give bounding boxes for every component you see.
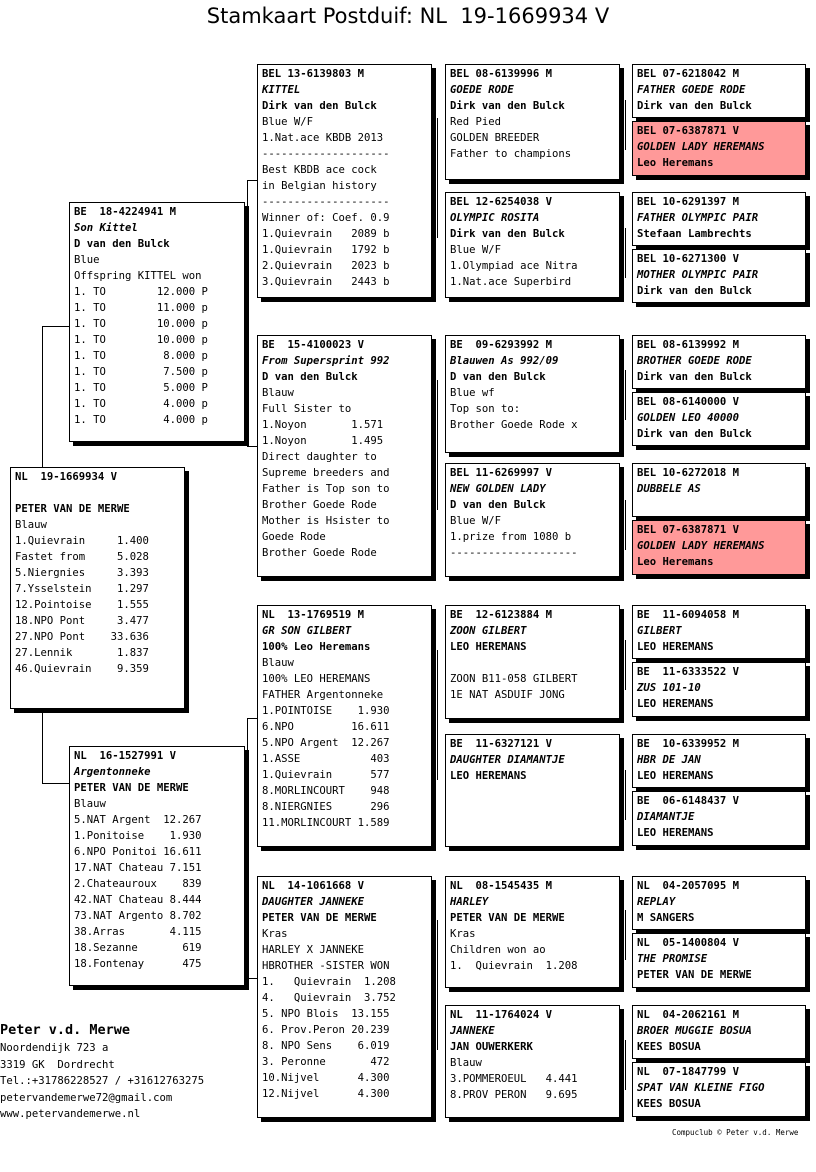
info-line: 12.Pointoise 1.555 [15, 599, 149, 611]
connector-line [42, 326, 70, 327]
info-line: 18.NPO Pont 3.477 [15, 615, 149, 627]
info-line [450, 655, 615, 671]
ring-number: NL 16-1527991 V [74, 750, 177, 762]
info-line: HBROTHER -SISTER WON [262, 960, 390, 972]
breeder: LEO HEREMANS [637, 698, 714, 710]
connector-line [247, 978, 257, 979]
ancestor-card [632, 192, 806, 246]
info-line: 1.Ponitoise 1.930 [74, 830, 202, 842]
info-line: Brother Goede Rode [262, 547, 377, 559]
info-line: Blue W/F [262, 116, 314, 128]
ring-number: BEL 08-6139996 M [450, 68, 553, 80]
info-line: FATHER Argentonneke [262, 689, 384, 701]
connector-line [625, 640, 626, 690]
ring-number: NL 08-1545435 M [450, 880, 553, 892]
great-grandparent-card [445, 335, 620, 453]
breeder: Dirk van den Bulck [637, 428, 752, 440]
ring-number: NL 11-1764024 V [450, 1009, 553, 1021]
pigeon-name: HBR DE JAN [637, 754, 701, 766]
mother-card [69, 746, 245, 986]
connector-line [437, 380, 438, 510]
connector-line [247, 180, 248, 446]
info-line: 12.Nijvel 4.300 [262, 1088, 390, 1100]
ring-number: NL 14-1061668 V [262, 880, 365, 892]
info-line: 1.Olympiad ace Nitra [450, 260, 578, 272]
info-line: 1.Quievrain 1.400 [15, 535, 149, 547]
ancestor-card [632, 933, 806, 988]
great-grandparent-card [445, 605, 620, 719]
info-line: 5.NAT Argent 12.267 [74, 814, 202, 826]
info-line: -------------------- [262, 196, 390, 208]
ring-number: BE 09-6293992 M [450, 339, 553, 351]
info-line: Winner of: Coef. 0.9 [262, 212, 390, 224]
info-line: 27.NPO Pont 33.636 [15, 631, 149, 643]
pigeon-name: ZUS 101-10 [637, 682, 701, 694]
breeder: LEO HEREMANS [450, 770, 527, 782]
info-line: 1.Noyon 1.495 [262, 435, 384, 447]
pigeon-name: GOLDEN LADY HEREMANS [637, 540, 765, 552]
info-line: Blauw [262, 387, 294, 399]
ring-number: BEL 11-6269997 V [450, 467, 553, 479]
info-line: 1.Quievrain 2089 b [262, 228, 390, 240]
ancestor-card [632, 1062, 806, 1117]
breeder: D van den Bulck [262, 371, 358, 383]
pigeon-name: HARLEY [450, 896, 489, 908]
pigeon-name: DAUGHTER JANNEKE [262, 896, 365, 908]
breeder: Dirk van den Bulck [262, 100, 377, 112]
ancestor-card [632, 791, 806, 846]
pigeon-name [15, 485, 180, 501]
ring-number: BEL 13-6139803 M [262, 68, 365, 80]
father-card [69, 202, 245, 442]
breeder: Dirk van den Bulck [637, 371, 752, 383]
info-line: Best KBDB ace cock [262, 164, 377, 176]
info-line: 1. TO 10.000 p [74, 318, 208, 330]
great-grandparent-card [445, 463, 620, 577]
ring-number: BEL 07-6387871 V [637, 524, 740, 536]
info-line: Brother Goede Rode x [450, 419, 578, 431]
ring-number: BE 11-6333522 V [637, 666, 740, 678]
pigeon-name: BROER MUGGIE BOSUA [637, 1025, 752, 1037]
owner-block [0, 1020, 204, 1123]
pigeon-name: GOEDE RODE [450, 84, 514, 96]
pigeon-name: OLYMPIC ROSITA [450, 212, 540, 224]
info-line: Kras [450, 928, 476, 940]
info-line: GOLDEN BREEDER [450, 132, 540, 144]
info-line: 73.NAT Argento 8.702 [74, 910, 202, 922]
pigeon-name: Argentonneke [74, 766, 151, 778]
info-line: 1.ASSE 403 [262, 753, 390, 765]
info-line: 2.Chateauroux 839 [74, 878, 202, 890]
info-line: Father is Top son to [262, 483, 390, 495]
owner-email[interactable]: petervandemerwe72@gmail.com [0, 1091, 173, 1104]
info-line: 1. TO 12.000 P [74, 286, 208, 298]
pigeon-name: ZOON GILBERT [450, 625, 527, 637]
breeder: Dirk van den Bulck [637, 100, 752, 112]
info-line: 1. TO 5.000 P [74, 382, 208, 394]
pigeon-name: GR SON GILBERT [262, 625, 352, 637]
breeder: PETER VAN DE MERWE [15, 503, 130, 515]
ring-number: NL 05-1400804 V [637, 937, 740, 949]
pigeon-name: Blauwen As 992/09 [450, 355, 559, 367]
info-line: 1.Quievrain 577 [262, 769, 390, 781]
info-line: 18.Fontenay 475 [74, 958, 202, 970]
connector-line [625, 1040, 626, 1090]
pigeon-name: DIAMANTJE [637, 811, 695, 823]
breeder: Stefaan Lambrechts [637, 228, 752, 240]
info-line: 1.Quievrain 1792 b [262, 244, 390, 256]
connector-line [42, 783, 70, 784]
breeder: LEO HEREMANS [637, 641, 714, 653]
ancestor-card [632, 392, 806, 446]
connector-line [42, 326, 43, 469]
info-line: 1. Quievrain 1.208 [450, 960, 578, 972]
pigeon-name: DUBBELE AS [637, 483, 701, 495]
info-line: Brother Goede Rode [262, 499, 377, 511]
info-line: 17.NAT Chateau 7.151 [74, 862, 202, 874]
ancestor-card [632, 662, 806, 717]
pigeon-name: FATHER OLYMPIC PAIR [637, 212, 759, 224]
ring-number: BEL 10-6272018 M [637, 467, 740, 479]
info-line: 1. TO 8.000 p [74, 350, 208, 362]
connector-line [42, 709, 43, 783]
info-line: Blue [74, 254, 100, 266]
breeder: Leo Heremans [637, 556, 714, 568]
pigeon-name: SPAT VAN KLEINE FIGO [637, 1082, 765, 1094]
great-grandparent-card [445, 1005, 620, 1118]
info-line: 6. Prov.Peron 20.239 [262, 1024, 390, 1036]
ancestor-card-highlighted [632, 520, 806, 575]
info-line: 10.Nijvel 4.300 [262, 1072, 390, 1084]
ancestor-card-highlighted [632, 121, 806, 176]
ring-number: BE 15-4100023 V [262, 339, 365, 351]
owner-city: 3319 GK Dordrecht [0, 1058, 115, 1071]
ring-number: BEL 10-6271300 V [637, 253, 740, 265]
breeder: KEES BOSUA [637, 1098, 701, 1110]
info-line: 6.NPO 16.611 [262, 721, 390, 733]
breeder: KEES BOSUA [637, 1041, 701, 1053]
info-line: 3.Quievrain 2443 b [262, 276, 390, 288]
info-line: Top son to: [450, 403, 521, 415]
breeder: Dirk van den Bulck [637, 285, 752, 297]
owner-address: Noordendijk 723 a [0, 1042, 109, 1054]
breeder: PETER VAN DE MERWE [74, 782, 189, 794]
pigeon-name: BROTHER GOEDE RODE [637, 355, 752, 367]
ring-number: NL 13-1769519 M [262, 609, 365, 621]
info-line: 1. TO 4.000 p [74, 398, 208, 410]
pigeon-name: KITTEL [262, 84, 301, 96]
info-line: Children won ao [450, 944, 546, 956]
ring-number: NL 07-1847799 V [637, 1066, 740, 1078]
info-line: Mother is Hsister to [262, 515, 390, 527]
breeder: PETER VAN DE MERWE [262, 912, 377, 924]
info-line: 4. Quievrain 3.752 [262, 992, 396, 1004]
info-line: 42.NAT Chateau 8.444 [74, 894, 202, 906]
breeder: M SANGERS [637, 912, 695, 924]
connector-line [625, 500, 626, 550]
ancestor-card [632, 335, 806, 389]
info-line: Blue wf [450, 387, 495, 399]
info-line: 1.prize from 1080 b [450, 531, 572, 543]
info-line: -------------------- [450, 547, 578, 559]
pigeon-name: THE PROMISE [637, 953, 708, 965]
info-line: Blue W/F [450, 515, 502, 527]
pigeon-name: JANNEKE [450, 1025, 495, 1037]
grandparent-card [257, 335, 432, 577]
info-line: Goede Rode [262, 531, 326, 543]
breeder: Leo Heremans [637, 157, 714, 169]
pigeon-name: REPLAY [637, 896, 676, 908]
breeder: LEO HEREMANS [637, 770, 714, 782]
info-line: 46.Quievrain 9.359 [15, 663, 149, 675]
connector-line [625, 100, 626, 150]
info-line: Offspring KITTEL won [74, 270, 202, 282]
info-line: 6.NPO Ponitoi 16.611 [74, 846, 202, 858]
pigeon-name: From Supersprint 992 [262, 355, 390, 367]
breeder: 100% Leo Heremans [262, 641, 371, 653]
ring-number: BE 11-6094058 M [637, 609, 740, 621]
ancestor-card [632, 64, 806, 118]
ring-number: BE 18-4224941 M [74, 206, 177, 218]
breeder: PETER VAN DE MERWE [450, 912, 565, 924]
info-line: Kras [262, 928, 288, 940]
ancestor-card [632, 463, 806, 517]
breeder: JAN OUWERKERK [450, 1041, 533, 1053]
info-line: 1E NAT ASDUIF JONG [450, 689, 565, 701]
info-line: Blauw [15, 519, 47, 531]
pigeon-name: GILBERT [637, 625, 682, 637]
ring-number: BEL 10-6291397 M [637, 196, 740, 208]
subject-pigeon-card [10, 467, 185, 709]
info-line: 5. NPO Blois 13.155 [262, 1008, 390, 1020]
connector-line [625, 370, 626, 420]
breeder [637, 497, 801, 513]
ancestor-card [632, 1005, 806, 1059]
info-line: ZOON B11-058 GILBERT [450, 673, 578, 685]
info-line: HARLEY X JANNEKE [262, 944, 365, 956]
pigeon-name: FATHER GOEDE RODE [637, 84, 746, 96]
ring-number: NL 04-2062161 M [637, 1009, 740, 1021]
info-line: 8.MORLINCOURT 948 [262, 785, 390, 797]
ring-number: BEL 08-6139992 M [637, 339, 740, 351]
info-line: Blauw [450, 1057, 482, 1069]
info-line: 1. TO 11.000 p [74, 302, 208, 314]
great-grandparent-card [445, 192, 620, 298]
info-line: 100% LEO HEREMANS [262, 673, 371, 685]
breeder: LEO HEREMANS [637, 827, 714, 839]
breeder: Dirk van den Bulck [450, 228, 565, 240]
info-line: 1.Nat.ace Superbird [450, 276, 572, 288]
info-line: 1.Noyon 1.571 [262, 419, 384, 431]
grandparent-card [257, 64, 432, 298]
info-line: 38.Arras 4.115 [74, 926, 202, 938]
info-line: 8.PROV PERON 9.695 [450, 1089, 578, 1101]
connector-line [247, 446, 257, 447]
connector-line [625, 770, 626, 820]
info-line: 2.Quievrain 2023 b [262, 260, 390, 272]
info-line: 1.Nat.ace KBDB 2013 [262, 132, 384, 144]
pigeon-name: GOLDEN LADY HEREMANS [637, 141, 765, 153]
info-line: Blauw [262, 657, 294, 669]
info-line: Blauw [74, 798, 106, 810]
connector-line [437, 650, 438, 780]
breeder: LEO HEREMANS [450, 641, 527, 653]
ring-number: BEL 08-6140000 V [637, 396, 740, 408]
ring-number: NL 04-2057095 M [637, 880, 740, 892]
connector-line [247, 180, 257, 181]
info-line: Blue W/F [450, 244, 502, 256]
owner-name: Peter v.d. Merwe [0, 1022, 131, 1038]
connector-line [625, 910, 626, 960]
info-line: 18.Sezanne 619 [74, 942, 202, 954]
info-line: 1. TO 10.000 p [74, 334, 208, 346]
connector-line [247, 718, 248, 978]
info-line: 1.POINTOISE 1.930 [262, 705, 390, 717]
info-line: Full Sister to [262, 403, 352, 415]
ring-number: BEL 07-6218042 M [637, 68, 740, 80]
pigeon-name: NEW GOLDEN LADY [450, 483, 546, 495]
info-line: 5.NPO Argent 12.267 [262, 737, 390, 749]
ring-number: BEL 12-6254038 V [450, 196, 553, 208]
great-grandparent-card [445, 64, 620, 180]
info-line: 7.Ysselstein 1.297 [15, 583, 149, 595]
info-line: 3. Peronne 472 [262, 1056, 390, 1068]
info-line: 1. TO 7.500 p [74, 366, 208, 378]
ancestor-card [632, 249, 806, 303]
ring-number: BE 06-6148437 V [637, 795, 740, 807]
info-line: Direct daughter to [262, 451, 377, 463]
connector-line [247, 718, 257, 719]
great-grandparent-card [445, 734, 620, 847]
info-line: Supreme breeders and [262, 467, 390, 479]
breeder: D van den Bulck [450, 499, 546, 511]
info-line: 1. Quievrain 1.208 [262, 976, 396, 988]
pigeon-name: GOLDEN LEO 40000 [637, 412, 740, 424]
info-line: Fastet from 5.028 [15, 551, 149, 563]
pigeon-name: MOTHER OLYMPIC PAIR [637, 269, 759, 281]
owner-website[interactable]: www.petervandemerwe.nl [0, 1108, 141, 1120]
connector-line [625, 228, 626, 278]
connector-line [437, 118, 438, 238]
info-line: 5.Niergnies 3.393 [15, 567, 149, 579]
ancestor-card [632, 876, 806, 930]
breeder: Dirk van den Bulck [450, 100, 565, 112]
info-line: 8. NPO Sens 6.019 [262, 1040, 390, 1052]
breeder: PETER VAN DE MERWE [637, 969, 752, 981]
page-title: Stamkaart Postduif: NL 19-1669934 V [206, 4, 610, 28]
ring-number: NL 19-1669934 V [15, 471, 118, 483]
ancestor-card [632, 734, 806, 788]
info-line: 11.MORLINCOURT 1.589 [262, 817, 390, 829]
pigeon-name: DAUGHTER DIAMANTJE [450, 754, 565, 766]
info-line: -------------------- [262, 148, 390, 160]
pigeon-name: Son Kittel [74, 222, 138, 234]
grandparent-card [257, 605, 432, 847]
info-line: Father to champions [450, 148, 572, 160]
info-line: 8.NIERGNIES 296 [262, 801, 390, 813]
info-line: 3.POMMEROEUL 4.441 [450, 1073, 578, 1085]
footer-credit: Compuclub © Peter v.d. Merwe [672, 1128, 799, 1137]
info-line: in Belgian history [262, 180, 377, 192]
connector-line [437, 920, 438, 1050]
ancestor-card [632, 605, 806, 659]
info-line: Red Pied [450, 116, 502, 128]
breeder: D van den Bulck [74, 238, 170, 250]
info-line: 27.Lennik 1.837 [15, 647, 149, 659]
grandparent-card [257, 876, 432, 1118]
info-line: 1. TO 4.000 p [74, 414, 208, 426]
great-grandparent-card [445, 876, 620, 988]
owner-phone: Tel.:+31786228527 / +31612763275 [0, 1075, 205, 1087]
ring-number: BE 11-6327121 V [450, 738, 553, 750]
ring-number: BE 10-6339952 M [637, 738, 740, 750]
breeder: D van den Bulck [450, 371, 546, 383]
ring-number: BE 12-6123884 M [450, 609, 553, 621]
ring-number: BEL 07-6387871 V [637, 125, 740, 137]
